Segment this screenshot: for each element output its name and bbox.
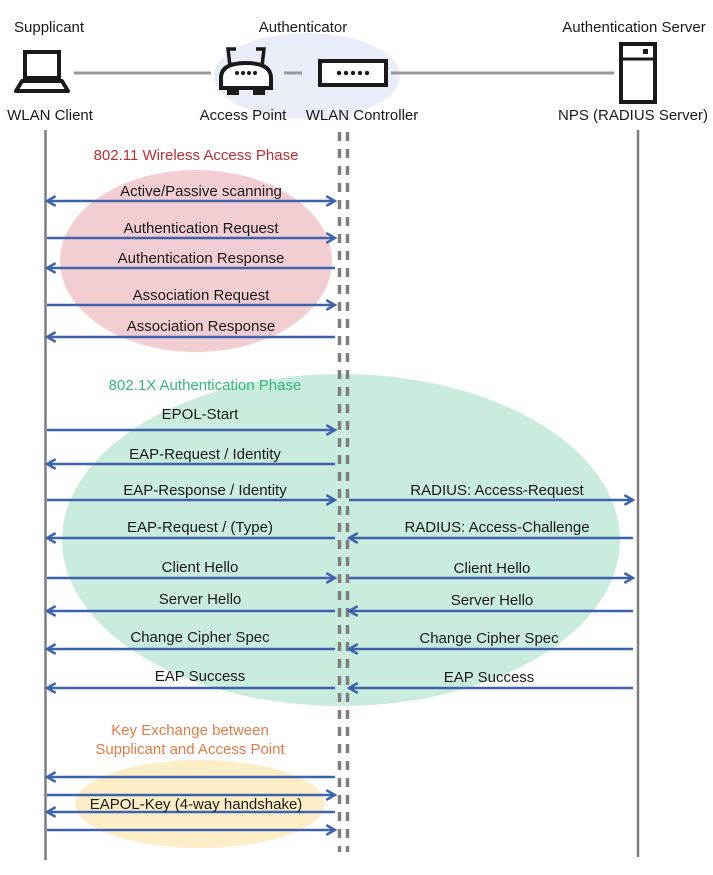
message-label: EAP-Request / Identity	[129, 446, 281, 463]
message-label: Authentication Request	[123, 220, 279, 237]
device-label-access-point: Access Point	[199, 107, 287, 124]
actor-role-supplicant: Supplicant	[14, 19, 85, 36]
message-label: Client Hello	[161, 559, 239, 576]
server-icon	[618, 42, 658, 104]
message-label: EAP-Response / Identity	[123, 482, 287, 499]
phase3-title-line2: Supplicant and Access Point	[95, 741, 285, 758]
message-label: RADIUS: Access-Challenge	[404, 519, 590, 536]
message-label: Server Hello	[158, 591, 242, 608]
message-label: Association Response	[126, 318, 276, 335]
message-label: EPOL-Start	[161, 406, 239, 423]
phase3-title-line1: Key Exchange between	[111, 722, 269, 739]
message-label: EAP-Request / (Type)	[127, 519, 273, 536]
actor-role-authenticator: Authenticator	[258, 19, 348, 36]
lifeline-wlan-controller	[340, 132, 348, 852]
message-label: Client Hello	[453, 560, 531, 577]
message-label: Server Hello	[450, 592, 534, 609]
message-label: Change Cipher Spec	[130, 629, 270, 646]
message-label: RADIUS: Access-Request	[410, 482, 584, 499]
phase2-title: 802.1X Authentication Phase	[108, 377, 302, 394]
wlan-controller-icon	[318, 59, 388, 87]
message-label-eapol-key: EAPOL-Key (4-way handshake)	[89, 796, 303, 813]
laptop-icon	[12, 50, 72, 98]
message-label: EAP Success	[154, 668, 246, 685]
device-label-wlan-controller: WLAN Controller	[305, 107, 419, 124]
message-label: Association Request	[132, 287, 270, 304]
device-label-nps-radius-server: NPS (RADIUS Server)	[557, 107, 709, 124]
message-label: Authentication Response	[117, 250, 285, 267]
message-label: Change Cipher Spec	[419, 630, 559, 647]
device-label-wlan-client: WLAN Client	[7, 107, 93, 124]
message-label: Active/Passive scanning	[120, 183, 282, 200]
actor-role-authentication-server: Authentication Server	[562, 19, 706, 36]
phase1-title: 802.11 Wireless Access Phase	[93, 147, 299, 164]
message-label: EAP Success	[443, 669, 535, 686]
access-point-icon	[214, 42, 278, 100]
